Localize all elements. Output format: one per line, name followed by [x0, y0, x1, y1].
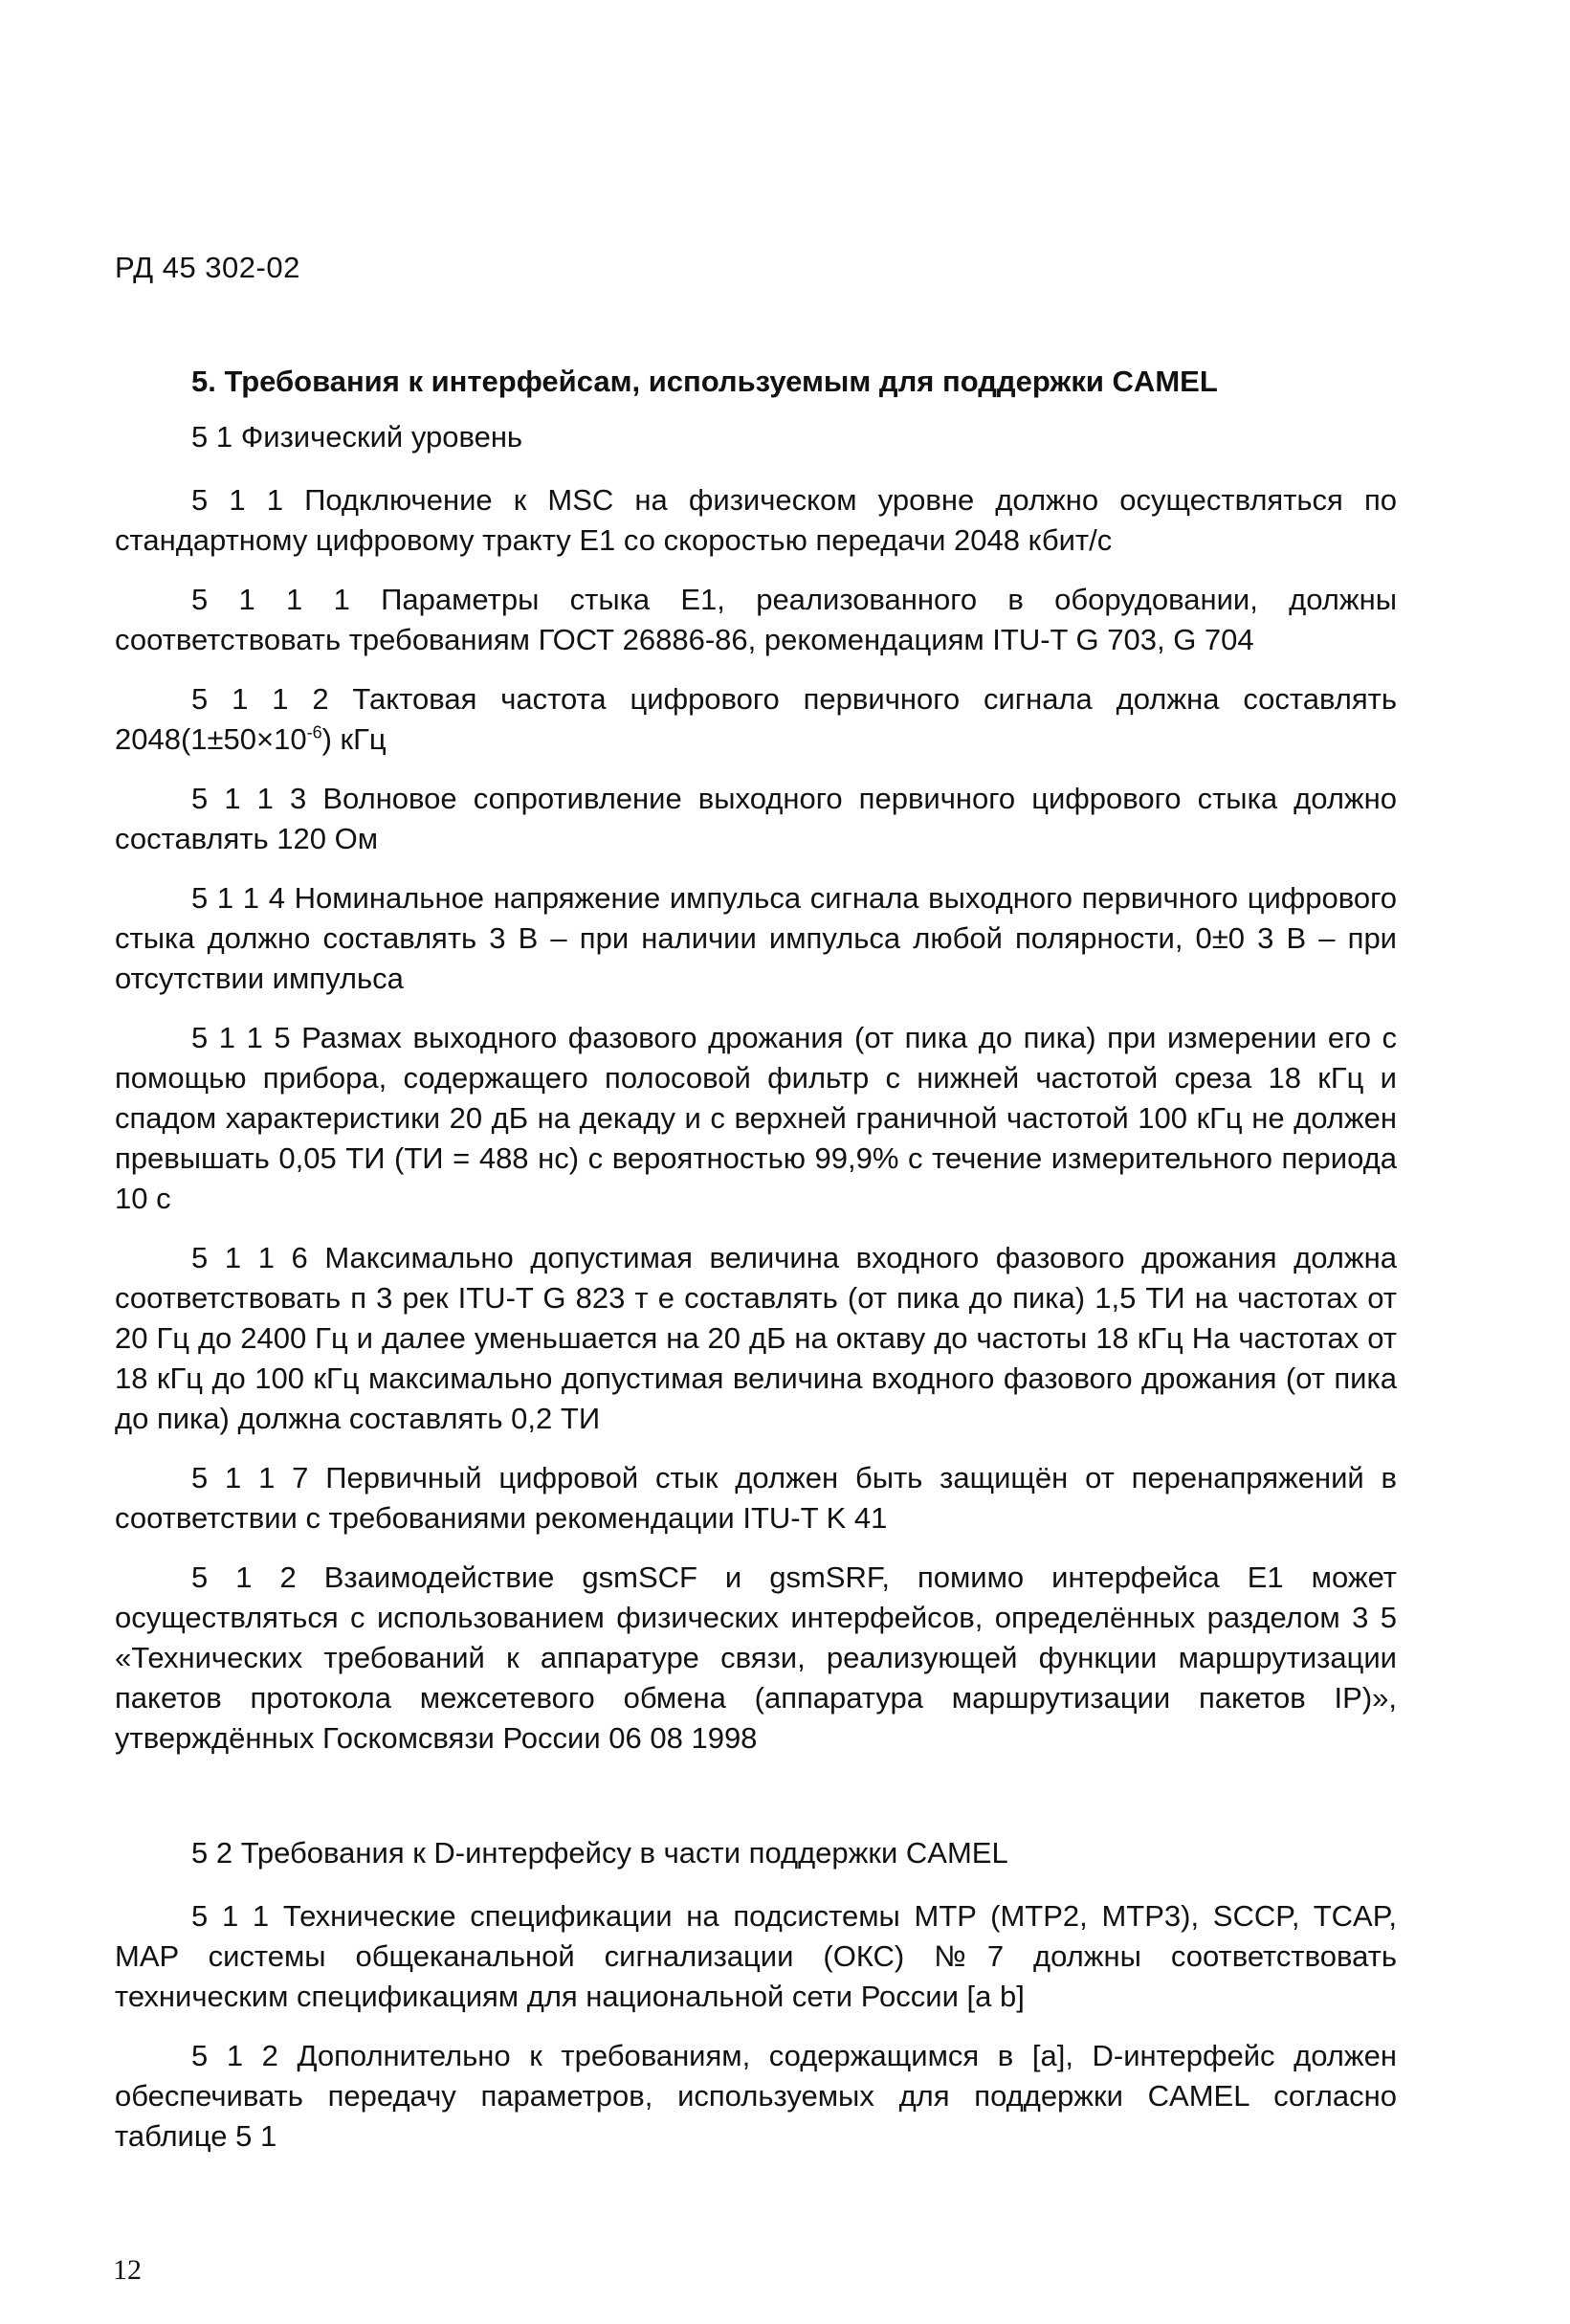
paragraph-5-1-1-2-text: 5 1 1 2 Тактовая частота цифрового первичного сигнала должна составлять 2048(1±50×10: [115, 682, 1397, 756]
paragraph-5-1-1-2: [115, 679, 1397, 760]
paragraph-5-2-2: 5 1 2 Дополнительно к требованиям, содержащимся в [a], D-интерфейс должен обеспечивать передачу параметров, используемых для поддержки CAMEL согласно таблице 5 1: [115, 2039, 1397, 2153]
document-code: РД 45 302-02: [115, 251, 300, 284]
paragraph-5-1-1-1: 5 1 1 1 Параметры стыка E1, реализованного в оборудовании, должны соответствовать требованиям ГОСТ 26886-86, рекомендациям ITU-T G 703, G 704: [115, 583, 1397, 656]
page-number: 12: [113, 2254, 142, 2286]
paragraph-5-1-1: 5 1 1 Подключение к MSC на физическом уровне должно осуществляться по стандартному цифровому тракту E1 со скоростью передачи 2048 кбит/с: [115, 483, 1397, 557]
document-body: [115, 362, 1397, 2176]
exponent: -6: [306, 722, 322, 742]
paragraph-5-1-1-5: 5 1 1 5 Размах выходного фазового дрожания (от пика до пика) при измерении его с помощью прибора, содержащего полосовой фильтр с нижней частотой среза 18 кГц и спадом характеристики 20 дБ на декаду и с верхней граничной частотой 100 кГц не должен превышать 0,05 ТИ (ТИ = 488 нс) с вероятностью 99,9% с течение измерительного периода 10 с: [115, 1021, 1397, 1215]
paragraph-5-1-1-3: 5 1 1 3 Волновое сопротивление выходного первичного цифрового стыка должно составлять 120 Ом: [115, 782, 1397, 855]
subsection-5-2-title: 5 2 Требования к D-интерфейсу в части поддержки CAMEL: [191, 1836, 1008, 1870]
paragraph-5-1-1-4: 5 1 1 4 Номинальное напряжение импульса сигнала выходного первичного цифрового стыка должно составлять 3 В – при наличии импульса любой полярности, 0±0 3 В – при отсутствии импульса: [115, 881, 1397, 995]
paragraph-5-1-2: 5 1 2 Взаимодействие gsmSCF и gsmSRF, помимо интерфейса E1 может осуществляться с использованием физических интерфейсов, определённых разделом 3 5 «Технических требований к аппаратуре связи, реализующей функции маршрутизации пакетов протокола межсетевого обмена (аппаратура маршрутизации пакетов IP)», утверждённых Госкомсвязи России 06 08 1998: [115, 1560, 1397, 1755]
paragraph-5-1-1-2-unit: ) кГц: [321, 722, 387, 756]
section-5-title: 5. Требования к интерфейсам, используемым для поддержки CAMEL: [191, 365, 1218, 398]
paragraph-5-1-1-7: 5 1 1 7 Первичный цифровой стык должен быть защищён от перенапряжений в соответствии с требованиями рекомендации ITU-T K 41: [115, 1461, 1397, 1535]
subsection-5-1-title: 5 1 Физический уровень: [191, 420, 523, 454]
paragraph-5-2-1: 5 1 1 Технические спецификации на подсистемы MTP (MTP2, MTP3), SCCP, TCAP, MAP системы общеканальной сигнализации (ОКС) №7 должны соответствовать техническим спецификациям для национальной сети России [a b]: [115, 1899, 1397, 2013]
paragraph-5-1-1-6: 5 1 1 6 Максимально допустимая величина входного фазового дрожания должна соответствовать п 3 рек ITU-T G 823 т е составлять (от пика до пика) 1,5 ТИ на частотах от 20 Гц до 2400 Гц и далее уменьшается на 20 дБ на октаву до частоты 18 кГц На частотах от 18 кГц до 100 кГц максимально допустимая величина входного фазового дрожания (от пика до пика) должна составлять 0,2 ТИ: [115, 1241, 1397, 1435]
